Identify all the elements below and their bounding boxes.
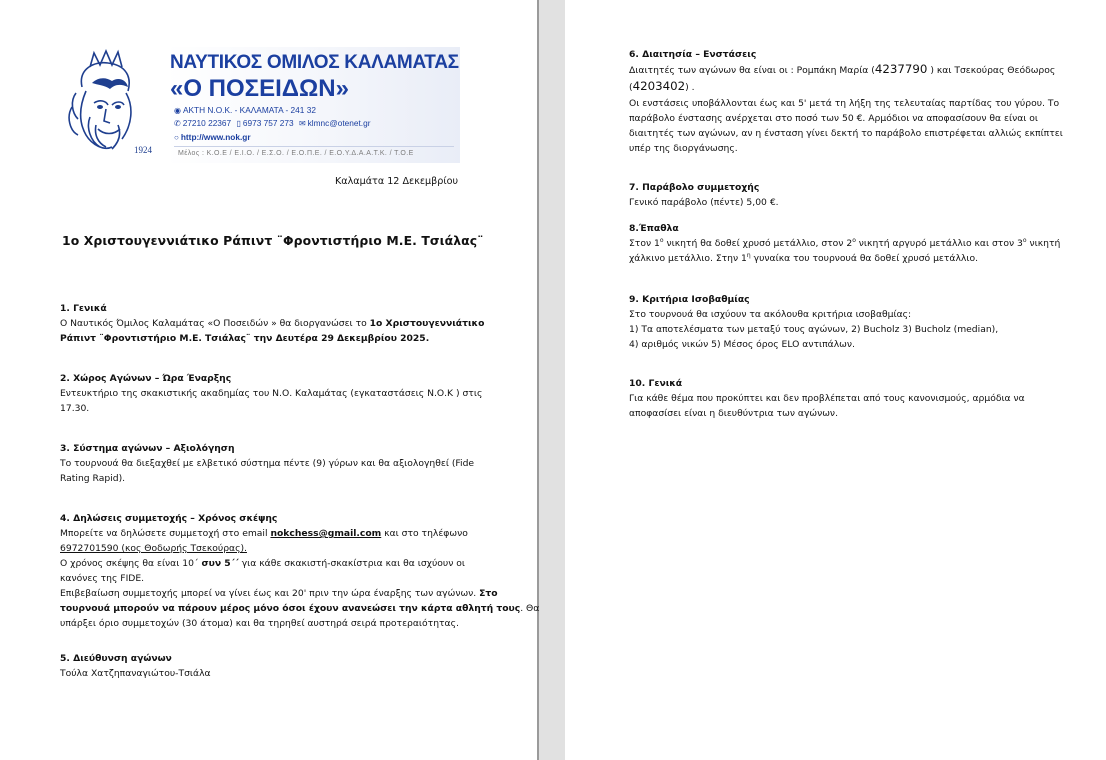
paragraph-line: Οι ενστάσεις υποβάλλονται έως και 5' μετά τη λήξη της τελευταίας παρτίδας του γύρου. Το: [629, 98, 1060, 109]
paragraph-line: παράβολο ένστασης ανέρχεται στο ποσό των 50 €. Αρμόδιοι να αποφασίσουν θα είναι οι: [629, 113, 1039, 124]
text-run: Μπορείτε να δηλώσετε συμμετοχή στο email: [60, 528, 271, 539]
section-entry-fee: [629, 180, 779, 210]
section-heading: 8.Έπαθλα: [629, 223, 679, 234]
text-run: νικητή: [1026, 238, 1061, 249]
text-run: και στο τηλέφωνο: [381, 528, 468, 539]
dateline: Καλαμάτα 12 Δεκεμβρίου: [335, 176, 459, 187]
text-run: Στον 1: [629, 238, 660, 249]
paragraph-line: Στο τουρνουά θα ισχύουν τα ακόλουθα κριτήρια ισοβαθμίας:: [629, 309, 912, 320]
paragraph-line: Ράπιντ ¨Φροντιστήριο Μ.Ε. Τσιάλας¨ την Δευτέρα 29 Δεκεμβρίου 2025.: [60, 333, 430, 344]
paragraph-line: Rating Rapid).: [60, 473, 126, 484]
paragraph-line: [629, 62, 1063, 78]
location-pin-icon: ◉: [174, 106, 181, 115]
text-run-bold: συν 5΄΄: [201, 558, 239, 569]
paragraph-line: υπάρξει όριο συμμετοχών (30 άτομα) και θα τηρηθεί αυστηρά σειρά προτεραιότητας.: [60, 618, 459, 629]
letterhead-banner: [166, 47, 460, 163]
paragraph-line: [629, 236, 1060, 251]
mobile-icon: ▯: [236, 119, 241, 128]
paragraph-line: [60, 526, 539, 541]
section-tournament-direction: [60, 651, 211, 681]
text-run: Ο Ναυτικός Όμιλος Καλαμάτας «Ο Ποσειδών » θα διοργανώσει το: [60, 318, 370, 329]
paragraph-line: Για κάθε θέμα που προκύπτει και δεν προβλέπεται από τους κανονισμούς, αρμόδια να: [629, 393, 1025, 404]
section-heading: 4. Δηλώσεις συμμετοχής – Χρόνος σκέψης: [60, 513, 278, 524]
poseidon-logo-icon: [60, 47, 168, 159]
letterhead: [60, 47, 460, 165]
paragraph-line: Το τουρνουά θα διεξαχθεί με ελβετικό σύστημα πέντε (9) γύρων και θα αξιολογηθεί (Fide: [60, 458, 475, 469]
section-tiebreaks: [629, 292, 998, 352]
page-gutter: [537, 0, 565, 760]
arbiter-id: 4237790: [874, 62, 928, 76]
paragraph-line: Τούλα Χατζηπαναγιώτου-Τσιάλα: [60, 668, 211, 679]
text-run: Ο χρόνος σκέψης θα είναι 10΄: [60, 558, 202, 569]
paragraph-line: [629, 78, 1063, 96]
paragraph-line: αποφασίσει είναι η διευθύντρια των αγώνων.: [629, 408, 838, 419]
text-run: νικητή αργυρό μετάλλιο και στον 3: [855, 238, 1023, 249]
globe-icon: ○: [174, 133, 179, 142]
logo-year: 1924: [134, 145, 152, 155]
section-heading: 2. Χώρος Αγώνων – Ώρα Έναρξης: [60, 373, 232, 384]
section-heading: 10. Γενικά: [629, 378, 683, 389]
section-general-final: [629, 376, 1025, 421]
paragraph-line: διαιτητές των αγώνων, αν η ένσταση γίνει δεκτή το παράβολο επιστρέφεται αλλιώς εκπίπτει: [629, 128, 1063, 139]
envelope-icon: ✉: [298, 119, 306, 128]
section-arbiters-appeals: [629, 47, 1063, 156]
text-run-bold: Στο: [479, 588, 498, 599]
paragraph-line: υπέρ της διοργάνωσης.: [629, 143, 738, 154]
paragraph-line: 4) αριθμός νικών 5) Μέσος όρος ELO αντιπάλων.: [629, 339, 855, 350]
section-registration-time-control: [60, 511, 539, 631]
section-system-rating: [60, 441, 474, 486]
paragraph-line: 17.30.: [60, 403, 90, 414]
text-run-bold: 1ο Χριστουγεννιάτικο: [369, 318, 485, 329]
paragraph-line: κανόνες της FIDE.: [60, 573, 145, 584]
text-run: ) .: [685, 82, 695, 93]
club-subname: «Ο ΠΟΣΕΙΔΩΝ»: [170, 75, 349, 102]
address: ΑΚΤΗ Ν.Ο.Κ. - ΚΑΛΑΜΑΤΑ - 241 32: [182, 105, 316, 115]
membership-line: Μέλος : Κ.Ο.Ε / Ε.Ι.Ο. / Ε.Σ.Ο. / Ε.Ο.Π.Ε. / Ε.Ο.Υ.Δ.Α.Α.Τ.Κ. / Τ.Ο.Ε: [178, 150, 414, 157]
section-heading: 7. Παράβολο συμμετοχής: [629, 182, 760, 193]
phone-mobile: 6973 757 273: [242, 118, 294, 128]
ordinal-superscript: ο: [1022, 236, 1027, 244]
text-run: νικητή θα δοθεί χρυσό μετάλλιο, στον 2: [663, 238, 853, 249]
text-run: χάλκινο μετάλλιο. Στην 1: [629, 253, 747, 264]
letterhead-divider: [174, 146, 454, 147]
section-general: [60, 301, 484, 346]
paragraph-line: Εντευκτήριο της σκακιστικής ακαδημίας του Ν.Ο. Καλαμάτας (εγκαταστάσεις Ν.Ο.Κ ) στις: [60, 388, 483, 399]
paragraph-line: [629, 251, 1060, 266]
section-heading: 6. Διαιτησία – Ενστάσεις: [629, 49, 757, 60]
club-name: ΝΑΥΤΙΚΟΣ ΟΜΙΛΟΣ ΚΑΛΑΜΑΤΑΣ: [170, 52, 459, 73]
section-heading: 5. Διεύθυνση αγώνων: [60, 653, 172, 664]
email: klmnc@otenet.gr: [307, 118, 371, 128]
section-prizes: [629, 221, 1060, 266]
paragraph-line: [60, 601, 539, 616]
section-venue-start-time: [60, 371, 482, 416]
phone-landline: 27210 22367: [182, 118, 232, 128]
ordinal-superscript: ο: [852, 236, 856, 244]
paragraph-line: [60, 586, 539, 601]
phone-number-line: 6972701590 (κος Θοδωρής Τσεκούρας).: [60, 543, 247, 554]
text-run: . Θα: [520, 603, 540, 614]
text-run: για κάθε σκακιστή-σκακίστρια και θα ισχύουν οι: [238, 558, 466, 569]
arbiter-id: 4203402: [632, 79, 686, 93]
phone-icon: ✆: [174, 119, 181, 128]
text-run: Επιβεβαίωση συμμετοχής μπορεί να γίνει έως και 20' πριν την ώρα έναρξης των αγώνων.: [60, 588, 480, 599]
section-heading: 9. Κριτήρια Ισοβαθμίας: [629, 294, 750, 305]
paragraph-line: [60, 316, 484, 331]
email-link[interactable]: nokchess@gmail.com: [270, 528, 382, 539]
website-row: [174, 132, 251, 142]
paragraph-line: Γενικό παράβολο (πέντε) 5,00 €.: [629, 197, 779, 208]
text-run: (: [629, 82, 633, 93]
ordinal-superscript: η: [746, 251, 751, 259]
document-title: 1ο Χριστουγεννιάτικο Ράπιντ ¨Φροντιστήριο Μ.Ε. Τσιάλας¨: [62, 233, 484, 248]
text-run: γυναίκα του τουρνουά θα δοθεί χρυσό μετάλλιο.: [750, 253, 979, 264]
text-run: Διαιτητές των αγώνων θα είναι οι : Ρομπάκη Μαρία (: [629, 65, 875, 76]
section-heading: 3. Σύστημα αγώνων – Αξιολόγηση: [60, 443, 235, 454]
paragraph-line: 1) Τα αποτελέσματα των μεταξύ τους αγώνων, 2) Bucholz 3) Bucholz (median),: [629, 324, 999, 335]
address-row: [174, 105, 316, 115]
text-run: ) και Τσεκούρας Θεόδωρος: [927, 65, 1056, 76]
contact-row: [174, 118, 371, 128]
text-run-bold: τουρνουά μπορούν να πάρουν μέρος μόνο όσοι έχουν ανανεώσει την κάρτα αθλητή τους: [60, 603, 521, 614]
paragraph-line: [60, 556, 539, 571]
section-heading: 1. Γενικά: [60, 303, 107, 314]
ordinal-superscript: ο: [659, 236, 664, 244]
website-link[interactable]: http://www.nok.gr: [180, 132, 251, 142]
